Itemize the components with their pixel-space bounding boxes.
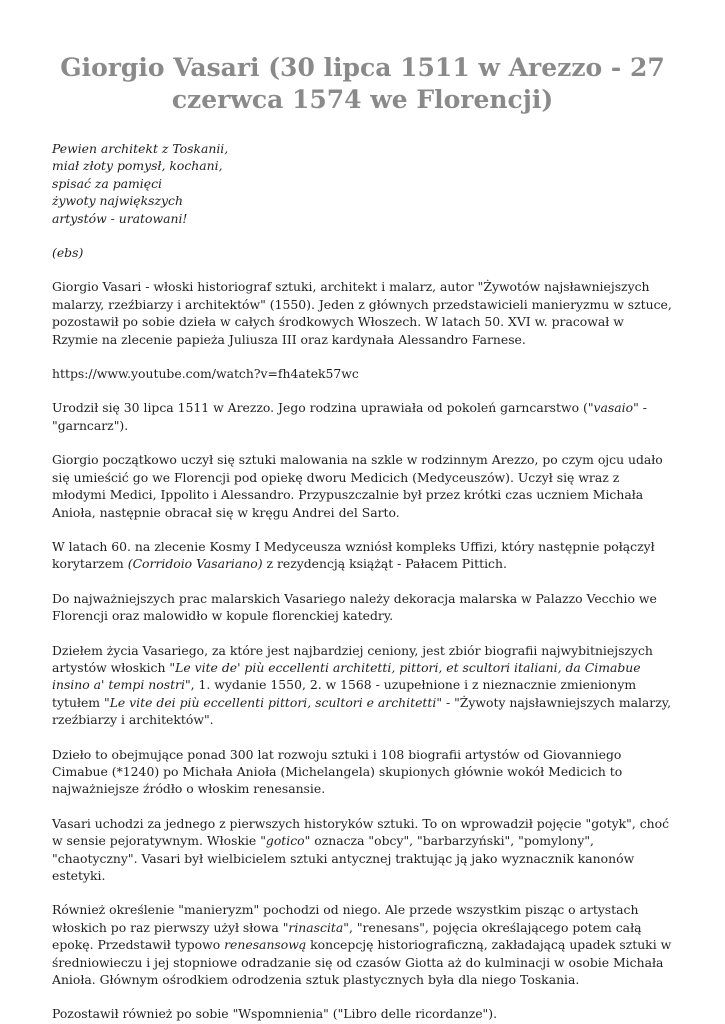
- text-run: Również określenie "manieryzm" pochodzi od niego. Ale przede wszystkim pisząc o artystach włoskich po raz pierwszy użył słowa ": [52, 902, 639, 935]
- paragraph-renaissance: [52, 901, 673, 988]
- paragraph-birth: [52, 399, 673, 434]
- text-run: Urodził się 30 lipca 1511 w Arezzo. Jego rodzina uprawiała od pokoleń garncarstwo (": [52, 400, 594, 416]
- poem-signature: (ebs): [52, 245, 84, 261]
- paragraph-lives: [52, 642, 673, 729]
- youtube-link: https://www.youtube.com/watch?v=fh4atek57wc: [52, 366, 359, 382]
- text-run: koncepcję historiograficzną, zakładającą upadek sztuki w średniowieczu i jej stopniowe odradzanie się od czasów Giotta aż do kulminacji w osobie Michała Anioła. Głównym ośrodkiem odrodzenia sztuk plastycznych była dla niego Toskania.: [52, 937, 672, 988]
- italic-term: vasaio: [593, 400, 634, 416]
- poem-line: spisać za pamięci: [52, 175, 162, 191]
- paragraph-uffizi: [52, 538, 673, 573]
- text-run: Vasari uchodzi za jednego z pierwszych historyków sztuki. To on wprowadził pojęcie "gotyk", choć w sensie pejoratywnym. Włoskie ": [52, 815, 670, 849]
- paragraph-paintings: Do najważniejszych prac malarskich Vasariego należy dekoracja malarska w Palazzo Vecchio we Florencji oraz malowidło w kopule florenckiej katedry.: [52, 590, 657, 624]
- italic-title: Le vite dei più eccellenti pittori, scultori e architetti: [109, 694, 437, 710]
- text-run: W latach 60. na zlecenie Kosmy I Medyceusza wzniósł kompleks Uffizi, który następnie połączył korytarzem: [52, 538, 655, 572]
- text-run: ", 1. wydanie 1550, 2. w 1568 - uzupełnione i z nieznacznie zmienionym tytułem ": [52, 677, 637, 710]
- page-title: Giorgio Vasari (30 lipca 1511 w Arezzo - 27 czerwca 1574 we Florencji): [60, 53, 665, 114]
- poem-line: miał złoty pomysł, kochani,: [52, 158, 223, 174]
- text-run: z rezydencją książąt - Pałacem Pittich.: [262, 556, 507, 572]
- poem-line: żywoty największych: [52, 193, 183, 209]
- poem-line: Pewien architekt z Toskanii,: [52, 141, 229, 156]
- italic-term: renesansową: [224, 937, 307, 953]
- paragraph-gothic: [52, 815, 673, 885]
- text-run: " oznacza "obcy", "barbarzyński", "pomylony", "chaotyczny". Vasari był wielbicielem sztuki antycznej traktując ją jako wyznacznik kanonów estetyki.: [52, 833, 635, 883]
- poem: [52, 140, 673, 227]
- paragraph-memoirs: Pozostawił również po sobie "Wspomnienia" ("Libro delle ricordanze").: [52, 1006, 498, 1022]
- text-run: " - "Żywoty najsławniejszych malarzy, rzeźbiarzy i architektów".: [52, 694, 672, 728]
- paragraph-intro: Giorgio Vasari - włoski historiograf sztuki, architekt i malarz, autor "Żywotów najsławniejszych malarzy, rzeźbiarzy i architektów" (1550). Jeden z głównych przedstawicieli manieryzmu w sztuce, pozostawił po sobie dzieła w całych środkowych Włoszech. W latach 50. XVI w. pracował w Rzymie na zlecenie papieża Juliusza III oraz kardynała Alessandro Farnese.: [52, 279, 672, 347]
- italic-title: Le vite de' più eccellenti architetti, pittori, et scultori italiani, da Cimabue insino a' tempi nostri: [52, 659, 641, 693]
- text-run: Dziełem życia Vasariego, za które jest najbardziej ceniony, jest zbiór biografii najwybitniejszych artystów włoskich ": [52, 642, 653, 675]
- paragraph-education: Giorgio początkowo uczył się sztuki malowania na szkle w rodzinnym Arezzo, po czym ojcu udało się umieścić go we Florencji pod opiekę dworu Medicich (Medyceuszów). Uczył się wraz z młodymi Medici, Ippolito i Alessandro. Przypuszczalnie był przez krótki czas uczniem Michała Anioła, następnie obracał się w kręgu Andrei del Sarto.: [52, 452, 663, 520]
- text-run: ", "renesans", pojęcia określającego potem całą epokę. Przedstawił typowo: [52, 919, 642, 953]
- italic-term: rinascita: [288, 919, 344, 935]
- poem-line: artystów - uratowani!: [52, 210, 188, 226]
- text-run: " - "garncarz").: [52, 400, 647, 433]
- italic-term: (Corridoio Vasariano): [127, 556, 263, 572]
- italic-term: gotico: [265, 833, 305, 849]
- paragraph-scope: Dzieło to obejmujące ponad 300 lat rozwoju sztuki i 108 biografii artystów od Giovanniego Cimabue (*1240) po Michała Anioła (Michelangela) skupionych głównie wokół Medicich to najważniejsze źródło o włoskim renesansie.: [52, 746, 623, 797]
